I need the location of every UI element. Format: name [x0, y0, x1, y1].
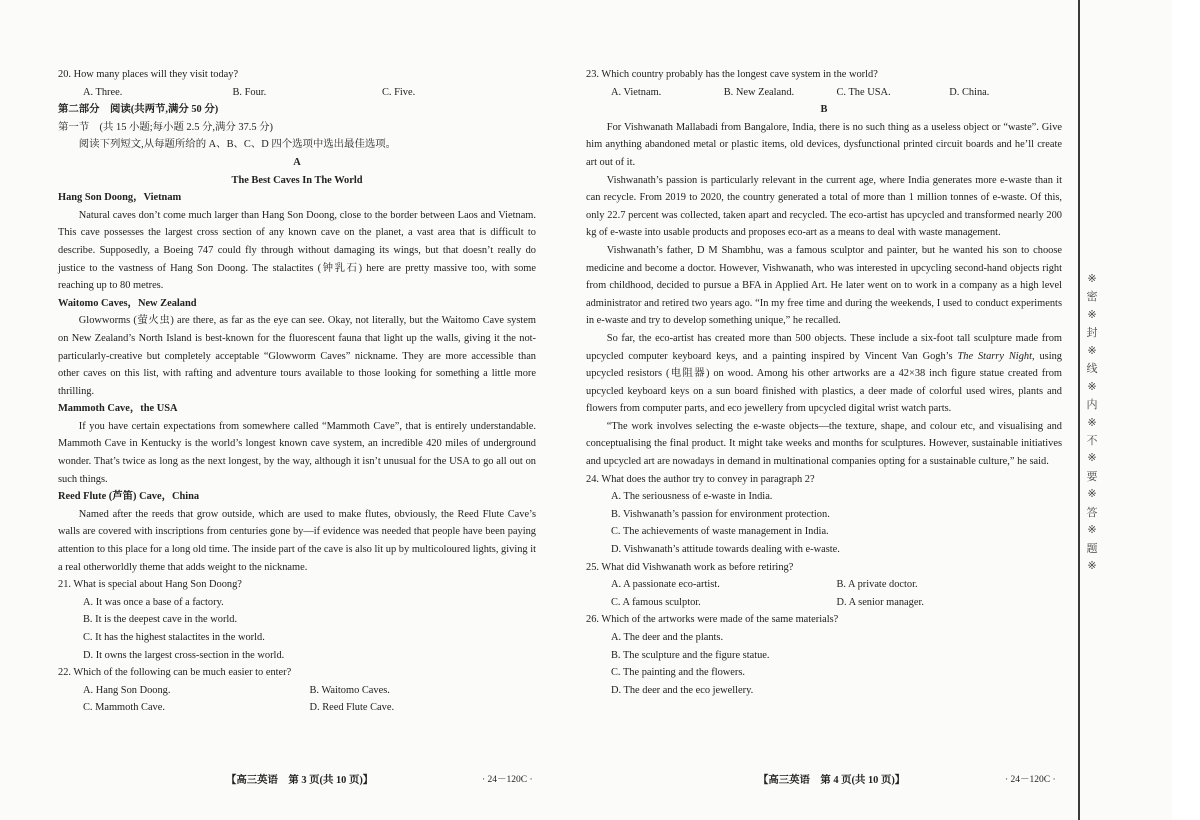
- part-heading: 第二部分 阅读(共两节,满分 50 分): [58, 104, 219, 116]
- cave-heading: Reed Flute (芦笛) Cave，China: [58, 491, 200, 503]
- question-23-options: [586, 84, 1062, 102]
- option: A. Three.: [83, 86, 123, 98]
- right-page: [586, 66, 1062, 699]
- cave-paragraph: Glowworms (萤火虫) are there, as far as the eye can see. Okay, not literally, but the Waitomo Cave system on New Zealand’s North Island is best-known for the fluorescent fauna that light up the walls, giving it the not-particularly-creative but completely acceptable “Glowworm Caves” nickname. They are more accessible than other caves on this list, with rafting and adventure tours available to those looking for something a little more thrilling.: [58, 315, 536, 397]
- margin-char: 题: [1086, 542, 1098, 555]
- question-21-options: [58, 594, 536, 664]
- passage-letter: B: [820, 104, 828, 116]
- question-21: 21. What is special about Hang Son Doong?: [58, 579, 242, 591]
- margin-char: ※: [1087, 452, 1097, 465]
- margin-char: ※: [1087, 344, 1097, 357]
- margin-char: ※: [1087, 308, 1097, 321]
- cave-paragraph: Natural caves don’t come much larger than Hang Son Doong, close to the border between Laos and Vietnam. This cave possesses the largest cross section of any known cave on the planet, a vast area that is difficult to describe. Supposedly, a Boeing 747 could fly through without damaging its wings, but that doesn’t really do justice to the vastness of Hang Son Doong. The stalactites (钟乳石) here are pretty massive too, with some reaching up to 80 metres.: [58, 209, 536, 292]
- question-25-options: [586, 594, 1062, 612]
- margin-char: ※: [1087, 380, 1097, 393]
- option: A. Vietnam.: [611, 86, 662, 98]
- question-23: 23. Which country probably has the longest cave system in the world?: [586, 69, 878, 80]
- option: C. A famous sculptor.: [611, 596, 701, 608]
- option: B. Vishwanath’s passion for environment protection.: [611, 508, 830, 520]
- question-25: 25. What did Vishwanath work as before retiring?: [586, 561, 794, 573]
- paragraph-text: , using upcycled resistors (电阻器) on wood. Among his other artworks are a 42×38 inch figure statue created from upcycled keyboard keys on a sun board finished with plastics, a deer made of colorful used wires, plants and flowers from computer parts, and eco jewellery from upcycled digital wrist watch parts.: [586, 350, 1062, 415]
- option: A. The deer and the plants.: [611, 632, 724, 643]
- margin-char: ※: [1087, 416, 1097, 429]
- passage-paragraph: Vishwanath’s passion is particularly relevant in the current age, where India generates more e-waste than it can recycle. From 2019 to 2020, the country generated a total of more than 1 million tonnes of e-waste. Of this, only 22.7 percent was collected, taken apart and recycled. The eco-artist has upcycled and transformed nearly 200 kg of e-waste into usable products and proposes eco-art as a means to deal with waste management.: [586, 174, 1062, 239]
- question-24: 24. What does the author try to convey in paragraph 2?: [586, 473, 815, 485]
- page-footer: 【高三英语 第 4 页(共 10 页)】: [758, 775, 906, 786]
- option: D. The deer and the eco jewellery.: [611, 684, 754, 696]
- question-25-options: [586, 576, 1062, 594]
- option: B. Waitomo Caves.: [309, 684, 390, 696]
- option: C. Mammoth Cave.: [83, 702, 165, 714]
- artwork-title: The Starry Night: [957, 350, 1032, 362]
- margin-char: 答: [1086, 506, 1098, 519]
- option: B. It is the deepest cave in the world.: [83, 614, 238, 626]
- question-22-options: [58, 682, 536, 700]
- question-26: 26. Which of the artworks were made of the same materials?: [586, 614, 839, 626]
- option: B. Four.: [232, 86, 267, 98]
- passage-paragraph: Vishwanath’s father, D M Shambhu, was a famous sculptor and painter, but he wanted his son to choose medicine and become a doctor. However, Vishwanath, who was interested in upcycling second-hand objects right from childhood, decided to pursue a BFA in Applied Art. He later went on to work in a company as a high level administrator and retired two years ago. “In my free time and during the weekends, I used to conduct experiments in e-waste and try to develop something unique,” he recalled.: [586, 244, 1062, 327]
- question-26-options: [586, 629, 1062, 699]
- page-code: · 24－120C ·: [1005, 775, 1056, 785]
- cave-heading: Waitomo Caves，New Zealand: [58, 297, 197, 309]
- instructions: 阅读下列短文,从每题所给的 A、B、C、D 四个选项中选出最佳选项。: [78, 139, 397, 151]
- option: B. The sculpture and the figure statue.: [611, 649, 770, 661]
- margin-char: ※: [1087, 560, 1097, 572]
- page-footer: 【高三英语 第 3 页(共 10 页)】: [226, 775, 374, 786]
- binding-margin-text: [1081, 272, 1103, 572]
- margin-char: 封: [1086, 327, 1098, 340]
- option: A. A passionate eco-artist.: [611, 579, 720, 591]
- option: D. It owns the largest cross-section in the world.: [83, 649, 285, 661]
- passage-title: The Best Caves In The World: [231, 174, 363, 186]
- page-code: · 24－120C ·: [482, 775, 533, 785]
- option: C. It has the highest stalactites in the world.: [83, 632, 265, 643]
- option: D. A senior manager.: [836, 596, 924, 608]
- option: B. New Zealand.: [723, 86, 795, 98]
- cave-heading: Mammoth Cave，the USA: [58, 403, 178, 415]
- option: D. China.: [949, 86, 990, 98]
- passage-paragraph: [586, 330, 1062, 418]
- passage-letter: A: [293, 156, 301, 168]
- section-heading: 第一节 (共 15 小题;每小题 2.5 分,满分 37.5 分): [58, 121, 274, 133]
- option: C. The achievements of waste management in India.: [611, 526, 829, 538]
- passage-paragraph: For Vishwanath Mallabadi from Bangalore, India, there is no such thing as a useless object or “waste”. Give him anything abandoned metal or plastic items, old devices, dysfunctional printed circuit boards and he’ll create art out of it.: [586, 121, 1062, 168]
- scan-edge: [1172, 0, 1200, 820]
- margin-char: 密: [1086, 291, 1098, 304]
- option: A. It was once a base of a factory.: [83, 596, 224, 608]
- margin-char: 不: [1086, 434, 1098, 447]
- option: A. Hang Son Doong.: [83, 684, 171, 696]
- option: C. The USA.: [836, 86, 891, 98]
- left-page: [58, 66, 536, 717]
- cave-paragraph: If you have certain expectations from somewhere called “Mammoth Cave”, that is entirely understandable. Mammoth Cave in Kentucky is the world’s longest known cave system, an incredible 420 miles of underground wonder. That’s twice as long as the next longest, by the way, although it isn’t unusual for the USA to go all out on such things.: [58, 420, 536, 485]
- margin-char: ※: [1087, 524, 1097, 537]
- option: D. Reed Flute Cave.: [309, 702, 395, 714]
- option: D. Vishwanath’s attitude towards dealing with e-waste.: [611, 544, 840, 556]
- binding-line: [1078, 0, 1080, 820]
- margin-char: 内: [1086, 399, 1098, 412]
- option: A. The seriousness of e-waste in India.: [611, 491, 773, 503]
- cave-heading: Hang Son Doong，Vietnam: [58, 192, 182, 204]
- passage-paragraph: “The work involves selecting the e-waste objects—the texture, shape, and colour etc, and visualising and conceptualising the final product. It might take weeks and months for sculptures. However, sustainable initiatives and upcycled art are nowadays in demand in multinational companies opting for a sustainable culture,” he said.: [586, 420, 1062, 468]
- question-20-options: [58, 84, 536, 102]
- question-22: 22. Which of the following can be much easier to enter?: [58, 667, 292, 679]
- question-24-options: [586, 488, 1062, 558]
- margin-char: ※: [1087, 273, 1097, 285]
- margin-char: 要: [1086, 470, 1098, 483]
- cave-paragraph: Named after the reeds that grow outside, which are used to make flutes, obviously, the Reed Flute Cave’s walls are covered with inscriptions from centuries gone by—if evidence was needed that people have been paying attention to this place for a long old time. The inside part of the cave is also lit up by multicoloured lights, giving it a real otherworldly theme that adds weight to the nickname.: [58, 508, 536, 573]
- question-20: 20. How many places will they visit today?: [58, 69, 239, 80]
- margin-char: 线: [1086, 363, 1098, 376]
- option: B. A private doctor.: [836, 579, 918, 591]
- option: C. Five.: [381, 86, 416, 98]
- paragraph-text: So far, the eco-artist has created more than 500 objects. These include a six-foot tall sculpture made from upcycled computer keyboard keys, and a painting inspired by Vincent Van Gogh’s: [586, 332, 1062, 362]
- question-22-options: [58, 699, 536, 717]
- option: C. The painting and the flowers.: [611, 667, 745, 679]
- margin-char: ※: [1087, 488, 1097, 501]
